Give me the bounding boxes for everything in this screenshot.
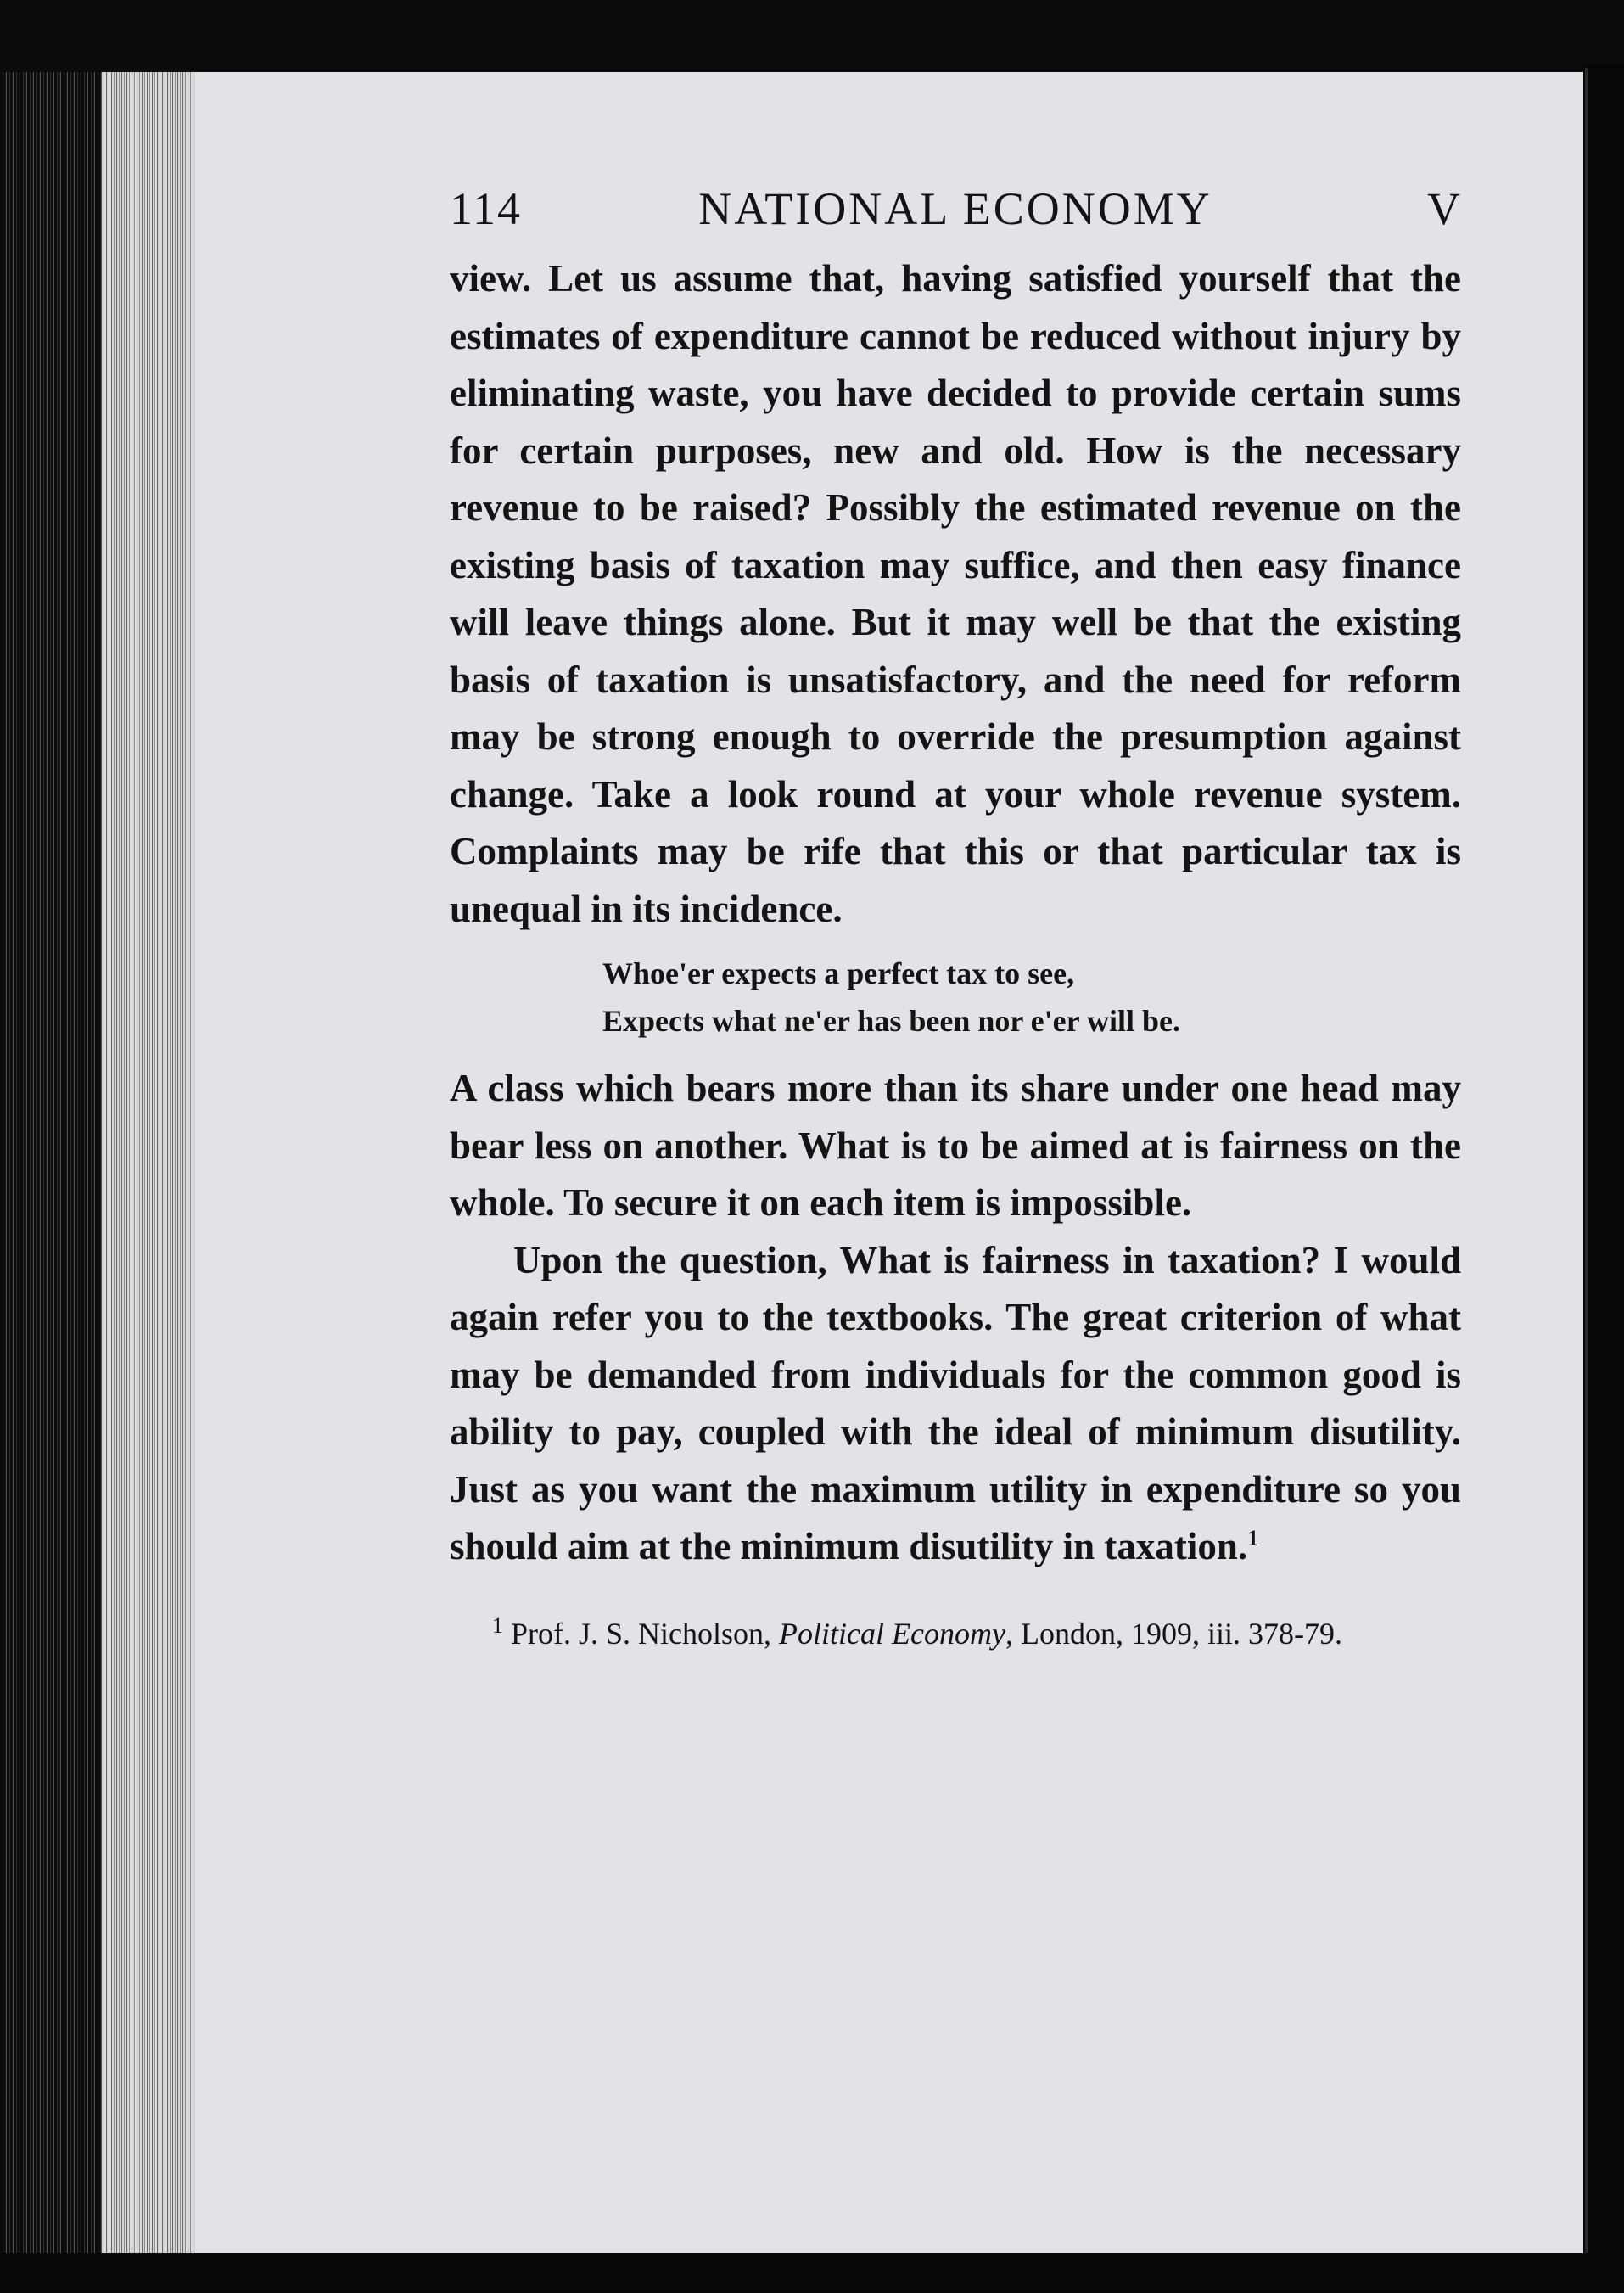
scan-right-border: [1583, 64, 1624, 2253]
verse-line: Expects what ne'er has been nor e'er will be.: [602, 1004, 1180, 1038]
page-edges: [102, 72, 195, 2253]
running-title: NATIONAL ECONOMY: [698, 183, 1212, 234]
paragraph: A class which bears more than its share under one head may bear less on another. What is to be aimed at is fairness on the whole. To secure it on each item is impossible.: [450, 1067, 1461, 1224]
scan-bottom-border: [0, 2253, 1624, 2293]
page-right-edge: [1585, 68, 1588, 2253]
running-header: [450, 182, 1461, 250]
page-number: 114: [450, 183, 522, 234]
footnote-details: , London, 1909, iii. 378-79.: [1005, 1616, 1342, 1651]
scan-top-border: [0, 0, 1624, 72]
verse-quote: [450, 950, 1461, 1045]
paragraph-text: Upon the question, What is fairness in taxation? I would again refer you to the textbooks. The great criterion of what may be demanded from individuals for the common good is ability to pay, coupled with the ideal of minimum disutility. Just as you want the maximum utility in expenditure so you should aim at the minimum disutility in taxation.: [450, 1238, 1461, 1567]
footnote-work-title: Political Economy: [779, 1616, 1005, 1651]
paragraph: [450, 1232, 1461, 1576]
footnote-reference: 1: [1247, 1526, 1259, 1550]
footnote-marker: 1: [492, 1612, 503, 1638]
footnote: [450, 1610, 1461, 1657]
paragraph: view. Let us assume that, having satisfied yourself that the estimates of expenditure cannot be reduced without injury by eliminating waste, you have decided to provide certain sums for certain purposes, new and old. How is the necessary revenue to be raised? Possibly the estimated revenue on the existing basis of taxation may suffice, and then easy finance will leave things alone. But it may well be that the existing basis of taxation is unsatisfactory, and the need for reform may be strong enough to override the presumption against change. Take a look round at your whole revenue system. Complaints may be rife that this or that particular tax is unequal in its incidence.: [450, 257, 1461, 930]
footnote-author: Prof. J. S. Nicholson,: [511, 1616, 772, 1651]
verse-line: Whoe'er expects a perfect tax to see,: [602, 956, 1075, 990]
chapter-number: V: [1427, 183, 1461, 234]
page-text: [450, 182, 1461, 1657]
